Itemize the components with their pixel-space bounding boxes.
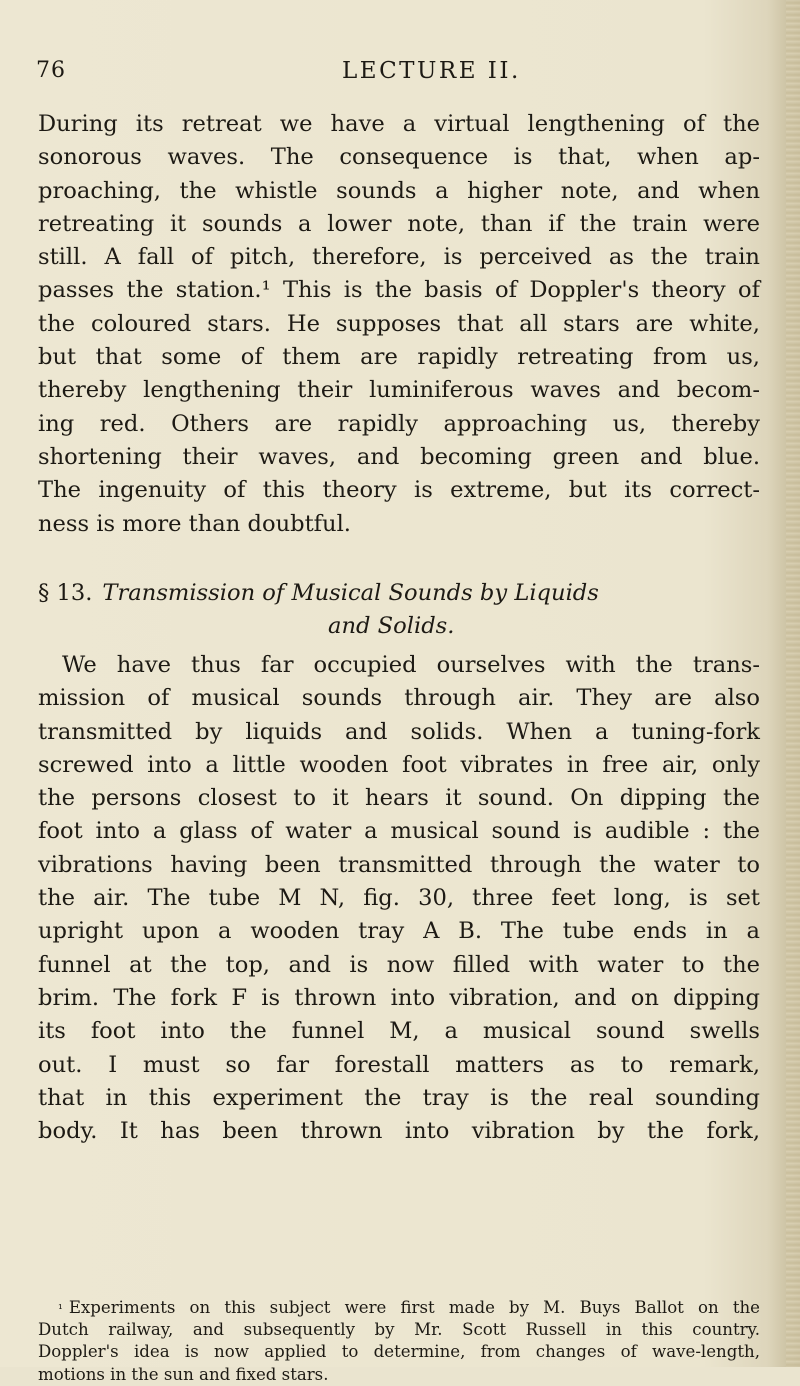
- text-line: its foot into the funnel M, a musical sound swells: [38, 1018, 760, 1045]
- text-line: vibrations having been transmitted through the water to: [38, 851, 760, 878]
- text-line: mission of musical sounds through air. They are also: [38, 685, 760, 712]
- text-line: retreating it sounds a lower note, than if the train were: [38, 210, 760, 237]
- footnote: [38, 1297, 760, 1386]
- text-line: that in this experiment the tray is the real sounding: [38, 1084, 760, 1111]
- footnote-line: [38, 1297, 760, 1319]
- section-title: Transmission of Musical Sounds by Liquids: [102, 580, 599, 606]
- text-line: thereby lengthening their luminiferous waves and becom-: [38, 377, 760, 404]
- text-line: transmitted by liquids and solids. When a tuning-fork: [38, 718, 760, 745]
- page-number: 76: [36, 58, 66, 83]
- page-edge: [786, 0, 800, 1367]
- section-title-continued: and Solids.: [328, 613, 455, 639]
- paragraph-transmission: [38, 649, 760, 1148]
- text-line: ing red. Others are rapidly approaching us, thereby: [38, 410, 760, 437]
- text-line: but that some of them are rapidly retreating from us,: [38, 344, 760, 371]
- footnote-marker: ¹: [58, 1302, 63, 1316]
- footnote-line: motions in the sun and fixed stars.: [38, 1364, 329, 1384]
- text-line: screwed into a little wooden foot vibrates in free air, only: [38, 751, 760, 778]
- text-line: the air. The tube M N, fig. 30, three feet long, is set: [38, 885, 760, 912]
- paragraph-doppler: [38, 108, 760, 541]
- section-number: § 13.: [38, 580, 93, 606]
- text-line: shortening their waves, and becoming green and blue.: [38, 443, 760, 470]
- running-head: LECTURE II.: [342, 58, 521, 84]
- footnote-line: Dutch railway, and subsequently by Mr. Scott Russell in this country.: [38, 1320, 760, 1340]
- footnote-text: Experiments on this subject were first made by M. Buys Ballot on the: [68, 1298, 760, 1317]
- text-line: sonorous waves. The consequence is that, when ap-: [38, 144, 760, 171]
- text-line: body. It has been thrown into vibration by the fork,: [38, 1118, 760, 1145]
- text-line: During its retreat we have a virtual lengthening of the: [38, 111, 760, 137]
- text-line: funnel at the top, and is now filled with water to the: [38, 951, 760, 978]
- text-line: passes the station.¹ This is the basis of Doppler's theory of: [38, 277, 760, 304]
- text-line: foot into a glass of water a musical sound is audible : the: [38, 818, 760, 845]
- text-line: ness is more than doubtful.: [38, 510, 351, 537]
- text-line: the persons closest to it hears it sound. On dipping the: [38, 785, 760, 812]
- text-line: out. I must so far forestall matters as to remark,: [38, 1051, 760, 1078]
- page-header: [36, 58, 756, 92]
- text-line: upright upon a wooden tray A B. The tube ends in a: [38, 918, 760, 945]
- section-heading-line: [38, 577, 760, 610]
- text-line: still. A fall of pitch, therefore, is perceived as the train: [38, 244, 760, 271]
- section-heading: [38, 577, 760, 643]
- text-line: brim. The fork F is thrown into vibration, and on dipping: [38, 984, 760, 1011]
- text-line: the coloured stars. He supposes that all stars are white,: [38, 310, 760, 337]
- text-line: proaching, the whistle sounds a higher note, and when: [38, 177, 760, 204]
- footnote-line: Doppler's idea is now applied to determine, from changes of wave-length,: [38, 1342, 760, 1362]
- text-line: The ingenuity of this theory is extreme, but its correct-: [38, 477, 760, 504]
- text-line: We have thus far occupied ourselves with the trans-: [62, 652, 760, 678]
